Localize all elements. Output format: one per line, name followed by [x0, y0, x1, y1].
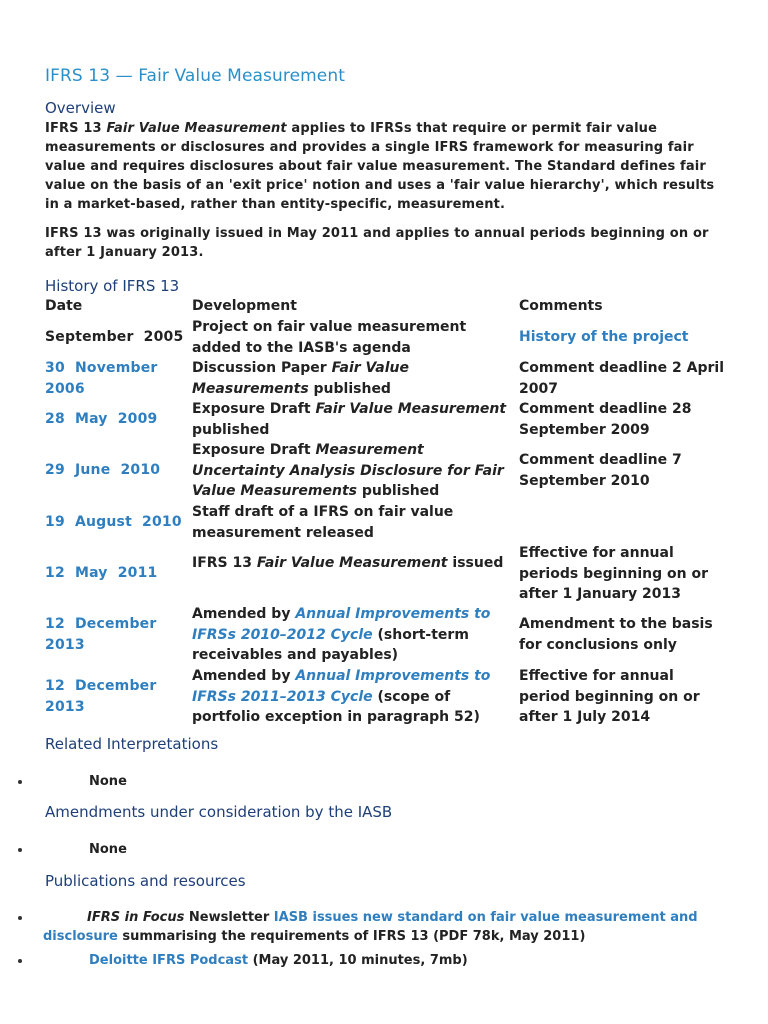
development-cell: IFRS 13 Fair Value Measurement issued [192, 555, 504, 571]
amendments-heading: Amendments under consideration by the IASB [45, 803, 393, 821]
bullet-icon [18, 780, 24, 786]
comment-cell: Comment deadline 7 September 2010 [519, 452, 682, 489]
development-cell: Exposure Draft Fair Value Measurement published [192, 401, 507, 438]
date-link[interactable]: 28 May 2009 [45, 411, 158, 427]
list-item: Deloitte IFRS Podcast (May 2011, 10 minutes, 7mb) [45, 951, 735, 970]
annual-improvements-2010-2012-link[interactable]: Annual Improvements to IFRSs 2010–2012 Cycle [192, 606, 491, 643]
annual-improvements-2011-2013-link[interactable]: Annual Improvements to IFRSs 2011–2013 Cycle [192, 668, 491, 705]
comment-cell: Amendment to the basis for conclusions only [519, 616, 713, 653]
col-header-comments: Comments [519, 298, 603, 314]
history-of-project-link[interactable]: History of the project [519, 329, 689, 345]
iasb-issues-new-standard-link[interactable]: IASB issues new standard on fair value measurement and disclosure [43, 910, 698, 944]
publications-heading: Publications and resources [45, 872, 246, 890]
col-header-development: Development [192, 298, 297, 314]
related-interpretations-heading: Related Interpretations [45, 735, 219, 753]
date-link[interactable]: 30 November 2006 [45, 360, 158, 397]
overview-heading: Overview [45, 99, 116, 117]
bullet-icon [18, 916, 24, 922]
development-cell: Amended by Annual Improvements to IFRSs 2011–2013 Cycle (scope of portfolio exception in paragraph 52) [192, 668, 491, 725]
overview-paragraph-1: IFRS 13 Fair Value Measurement applies to IFRSs that require or permit fair value measurements or disclosures and provides a single IFRS framework for measuring fair value and requires disclosures about fair value measurement. The Standard defines fair value on the basis of an 'exit price' notion and uses a 'fair value hierarchy', which results in a market-based, rather than entity-specific, measurement. [45, 121, 715, 212]
deloitte-ifrs-podcast-link[interactable]: Deloitte IFRS Podcast [89, 953, 249, 968]
date-link[interactable]: 29 June 2010 [45, 462, 161, 478]
history-heading: History of IFRS 13 [45, 277, 180, 295]
development-cell: Exposure Draft Measurement Uncertainty Analysis Disclosure for Fair Value Measurements published [192, 442, 504, 499]
development-cell: Project on fair value measurement added to the IASB's agenda [192, 319, 467, 356]
development-cell: Staff draft of a IFRS on fair value measurement released [192, 504, 454, 541]
development-cell: Discussion Paper Fair Value Measurements published [192, 360, 410, 397]
date-link[interactable]: 12 December 2013 [45, 678, 157, 715]
list-item: None [45, 840, 735, 859]
overview-paragraph-2: IFRS 13 was originally issued in May 2011 and applies to annual periods beginning on or after 1 January 2013. [45, 226, 709, 260]
page-title: IFRS 13 — Fair Value Measurement [45, 66, 345, 86]
date-link[interactable]: 12 December 2013 [45, 616, 157, 653]
list-item: IFRS in Focus Newsletter IASB issues new standard on fair value measurement and disclosure summarising the requirements of IFRS 13 (PDF 78k, May 2011) [43, 908, 733, 946]
bullet-icon [18, 959, 24, 965]
date-link[interactable]: 19 August 2010 [45, 514, 182, 530]
comment-cell: Effective for annual periods beginning on or after 1 January 2013 [519, 545, 708, 602]
comment-cell: Comment deadline 28 September 2009 [519, 401, 692, 438]
comment-cell: Effective for annual period beginning on or after 1 July 2014 [519, 668, 700, 725]
date-link[interactable]: 12 May 2011 [45, 565, 158, 581]
bullet-icon [18, 848, 24, 854]
development-cell: Amended by Annual Improvements to IFRSs 2010–2012 Cycle (short-term receivables and payables) [192, 606, 491, 663]
comment-cell: Comment deadline 2 April 2007 [519, 360, 724, 397]
list-item: None [45, 772, 735, 791]
date-cell: September 2005 [45, 329, 184, 345]
col-header-date: Date [45, 298, 83, 314]
